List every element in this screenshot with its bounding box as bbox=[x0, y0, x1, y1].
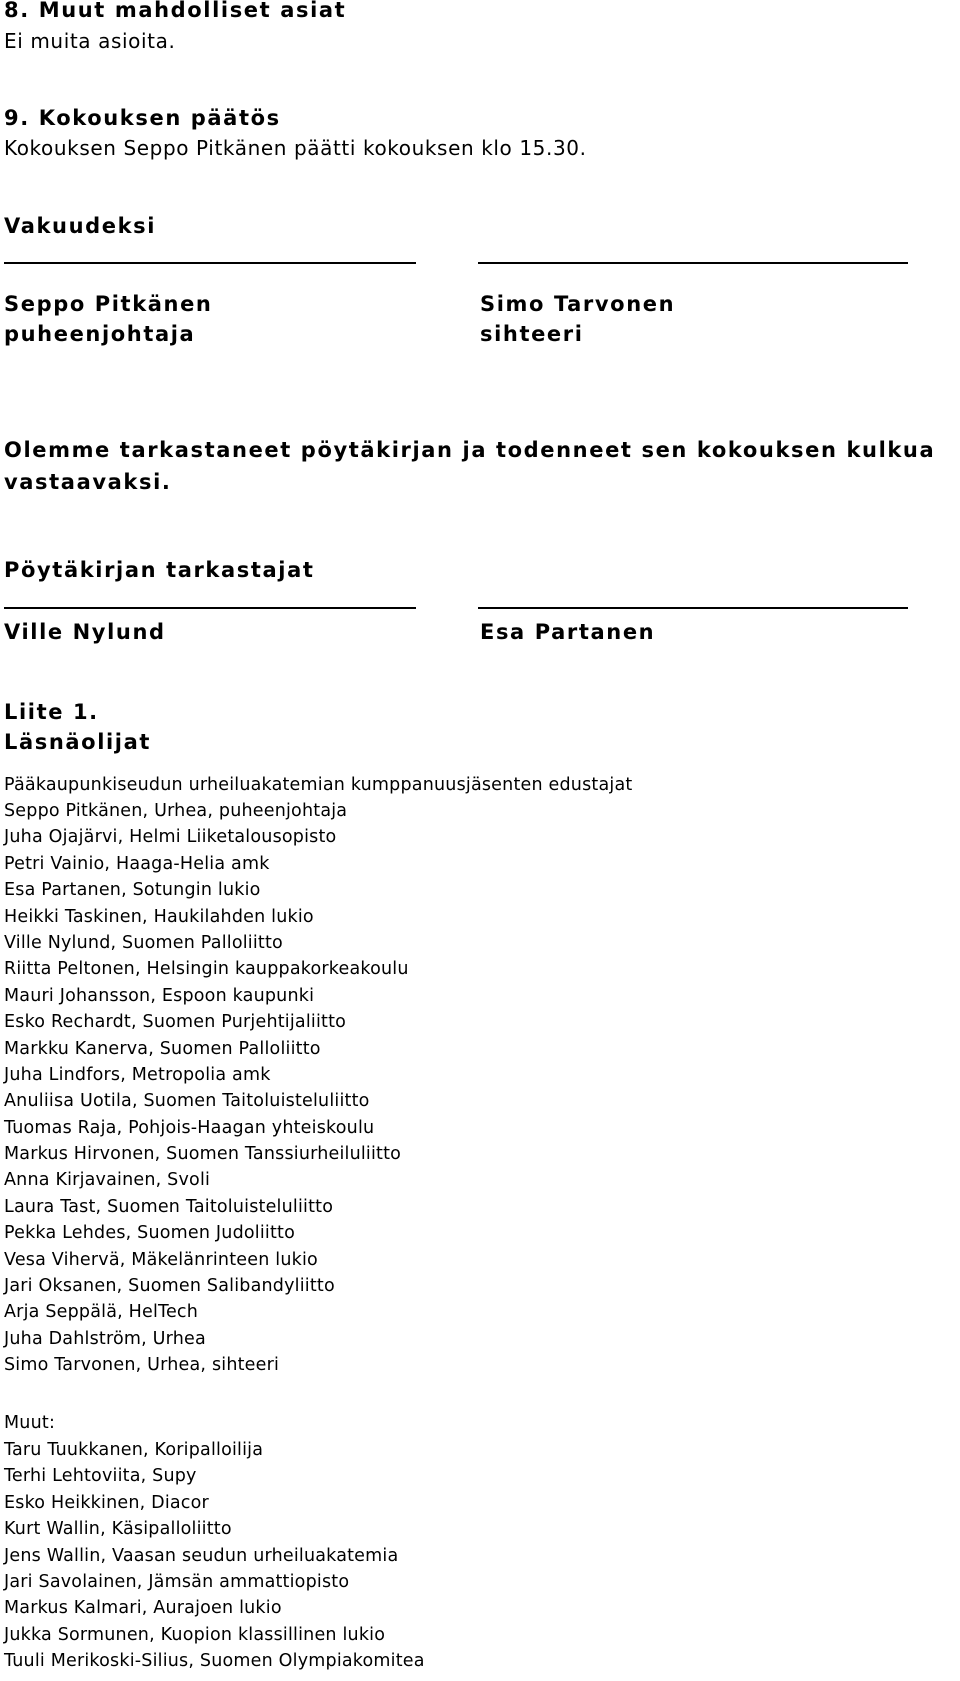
attendee-list-item: Markus Hirvonen, Suomen Tanssiurheiluliitto bbox=[4, 1144, 402, 1165]
signature-line-reviewer-2 bbox=[478, 607, 908, 609]
others-label-block bbox=[4, 1410, 55, 1436]
other-attendee-list-item: Jens Wallin, Vaasan seudun urheiluakatemia bbox=[4, 1545, 399, 1566]
other-attendee-list-item: Markus Kalmari, Aurajoen lukio bbox=[4, 1598, 282, 1619]
attendee-list-item: Vesa Vihervä, Mäkelänrinteen lukio bbox=[4, 1249, 318, 1270]
section-9-text: Kokouksen Seppo Pitkänen päätti kokouksen klo 15.30. bbox=[4, 136, 587, 160]
others-list bbox=[4, 1437, 425, 1675]
attendee-list-item: Ville Nylund, Suomen Palloliitto bbox=[4, 932, 283, 953]
other-attendee-list-item: Jukka Sormunen, Kuopion klassillinen lukio bbox=[4, 1624, 386, 1645]
attendee-list-item: Markku Kanerva, Suomen Palloliitto bbox=[4, 1038, 321, 1059]
reviewer-2-name: Esa Partanen bbox=[480, 620, 656, 644]
attendee-list-item: Laura Tast, Suomen Taitoluisteluliitto bbox=[4, 1196, 334, 1217]
signature-line-chair bbox=[4, 262, 416, 264]
attendee-list-item: Juha Lindfors, Metropolia amk bbox=[4, 1064, 271, 1085]
members-list bbox=[4, 798, 409, 1379]
review-statement-line-1: Olemme tarkastaneet pöytäkirjan ja todenneet sen kokouksen kulkua bbox=[4, 438, 936, 462]
signature-line-reviewer-1 bbox=[4, 607, 416, 609]
attendee-list-item: Riitta Peltonen, Helsingin kauppakorkeakoulu bbox=[4, 959, 409, 980]
section-8-heading: 8. Muut mahdolliset asiat bbox=[4, 0, 347, 22]
attendee-list-item: Pekka Lehdes, Suomen Judoliitto bbox=[4, 1223, 296, 1244]
others-label: Muut: bbox=[4, 1413, 56, 1433]
vakuudeksi-heading: Vakuudeksi bbox=[4, 214, 157, 238]
other-attendee-list-item: Jari Savolainen, Jämsän ammattiopisto bbox=[4, 1571, 350, 1592]
attendee-list-item: Anuliisa Uotila, Suomen Taitoluisteluliitto bbox=[4, 1091, 370, 1112]
other-attendee-list-item: Tuuli Merikoski-Silius, Suomen Olympiakomitea bbox=[4, 1651, 425, 1672]
other-attendee-list-item: Taru Tuukkanen, Koripalloilija bbox=[4, 1440, 264, 1460]
attendee-list-item: Heikki Taskinen, Haukilahden lukio bbox=[4, 906, 314, 927]
chair-name: Seppo Pitkänen bbox=[4, 292, 213, 316]
attendee-list-item: Mauri Johansson, Espoon kaupunki bbox=[4, 985, 315, 1006]
secretary-role: sihteeri bbox=[480, 322, 584, 346]
attendee-list-item: Arja Seppälä, HelTech bbox=[4, 1302, 199, 1323]
attendee-list-item: Esa Partanen, Sotungin lukio bbox=[4, 880, 261, 901]
attendee-list-item: Juha Ojajärvi, Helmi Liiketalousopisto bbox=[4, 827, 337, 848]
other-attendee-list-item: Kurt Wallin, Käsipalloliitto bbox=[4, 1519, 232, 1540]
secretary-name: Simo Tarvonen bbox=[480, 292, 676, 316]
attendee-list-item: Petri Vainio, Haaga-Helia amk bbox=[4, 853, 270, 874]
chair-role: puheenjohtaja bbox=[4, 322, 196, 346]
attendee-list-item: Seppo Pitkänen, Urhea, puheenjohtaja bbox=[4, 801, 348, 821]
section-9-heading: 9. Kokouksen päätös bbox=[4, 106, 281, 130]
attendees-heading: Läsnäolijat bbox=[4, 730, 152, 754]
section-8-text: Ei muita asioita. bbox=[4, 29, 176, 53]
attendee-list-item: Jari Oksanen, Suomen Salibandyliitto bbox=[4, 1276, 335, 1297]
other-attendee-list-item: Esko Heikkinen, Diacor bbox=[4, 1492, 209, 1513]
appendix-title: Liite 1. bbox=[4, 700, 99, 724]
attendee-list-item: Anna Kirjavainen, Svoli bbox=[4, 1170, 211, 1191]
attendees-subheading bbox=[4, 772, 632, 798]
reviewer-1-name: Ville Nylund bbox=[4, 620, 166, 644]
attendee-list-item: Juha Dahlström, Urhea bbox=[4, 1328, 206, 1349]
attendee-list-item: Esko Rechardt, Suomen Purjehtijaliitto bbox=[4, 1012, 347, 1033]
other-attendee-list-item: Terhi Lehtoviita, Supy bbox=[4, 1466, 197, 1487]
attendee-list-item: Simo Tarvonen, Urhea, sihteeri bbox=[4, 1355, 280, 1376]
reviewers-heading: Pöytäkirjan tarkastajat bbox=[4, 558, 315, 582]
subheading-text: Pääkaupunkiseudun urheiluakatemian kumppanuusjäsenten edustajat bbox=[4, 775, 633, 795]
review-statement-line-2: vastaavaksi. bbox=[4, 470, 172, 494]
attendee-list-item: Tuomas Raja, Pohjois-Haagan yhteiskoulu bbox=[4, 1117, 375, 1138]
signature-line-secretary bbox=[478, 262, 908, 264]
